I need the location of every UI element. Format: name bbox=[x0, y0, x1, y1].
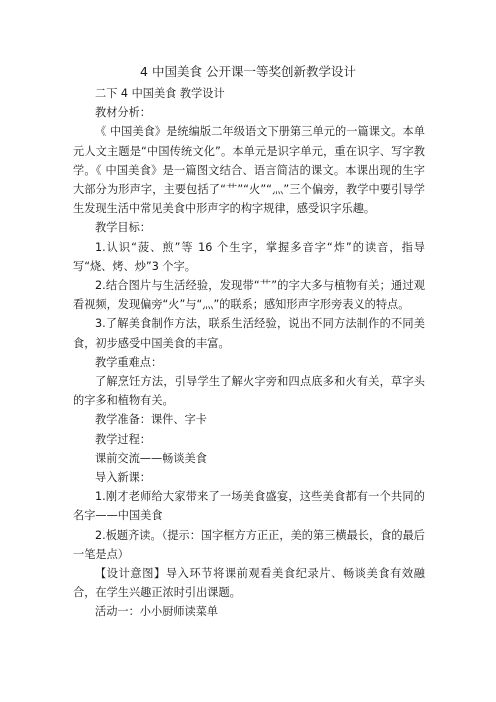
goal-item-1: 1.认识“菠、煎”等 16 个生字，掌握多音字“炸”的读音，指导写“烧、烤、炒”3 个字。 bbox=[73, 240, 425, 273]
pre-class-exchange: 课前交流——畅谈美食 bbox=[95, 451, 207, 465]
activity-one-heading: 活动一：小小厨师读菜单 bbox=[95, 605, 219, 619]
section-heading-introduction: 导入新课： bbox=[95, 471, 151, 485]
introduction-item-1: 1.刚才老师给大家带来了一场美食盛宴，这些美食都有一个共同的名字——中国美食 bbox=[73, 490, 425, 523]
subtitle: 二下 4 中国美食 教学设计 bbox=[95, 87, 225, 100]
paragraph-key-points: 了解烹饪方法，引导学生了解火字旁和四点底多和火有关，草字头的字多和植物有关。 bbox=[73, 375, 425, 408]
goal-item-3: 3.了解美食制作方法，联系生活经验，说出不同方法制作的不同美食，初步感受中国美食的丰富。 bbox=[73, 317, 425, 350]
design-intent: 【设计意图】导入环节将课前观看美食纪录片、畅谈美食有效融合，在学生兴趣正浓时引出课题。 bbox=[73, 567, 425, 600]
section-heading-key-points: 教学重难点： bbox=[95, 355, 163, 369]
section-heading-teaching-goals: 教学目标： bbox=[95, 221, 151, 235]
goal-item-2: 2.结合图片与生活经验，发现带“艹”的字大多与植物有关；通过观看视频，发现偏旁“火”与“灬”的联系；感知形声字形旁表义的特点。 bbox=[73, 279, 425, 312]
section-heading-teaching-process: 教学过程： bbox=[95, 432, 151, 446]
document-title: 4 中国美食 公开课一等奖创新教学设计 bbox=[140, 64, 356, 79]
section-heading-material-analysis: 教材分析： bbox=[95, 106, 151, 120]
document-body bbox=[73, 84, 425, 622]
paragraph-material-analysis: 《 中国美食》是统编版二年级语文下册第三单元的一篇课文。本单元人文主题是“中国传统文化”。本单元是识字单元，重在识字、写字教学。《 中国美食》是一篇图文结合、语言简洁的课文。本课出现的生字大部分为形声字，主要包括了“艹”“火”“灬”三个偏旁，教学中要引导学生发现生活中常见美食中形声字的构字规律，感受识字乐趣。 bbox=[73, 125, 425, 216]
teaching-preparation: 教学准备：课件、字卡 bbox=[95, 413, 207, 427]
introduction-item-2: 2.板题齐读。（提示：国字框方方正正，美的第三横最长，食的最后一笔是点） bbox=[73, 528, 425, 561]
